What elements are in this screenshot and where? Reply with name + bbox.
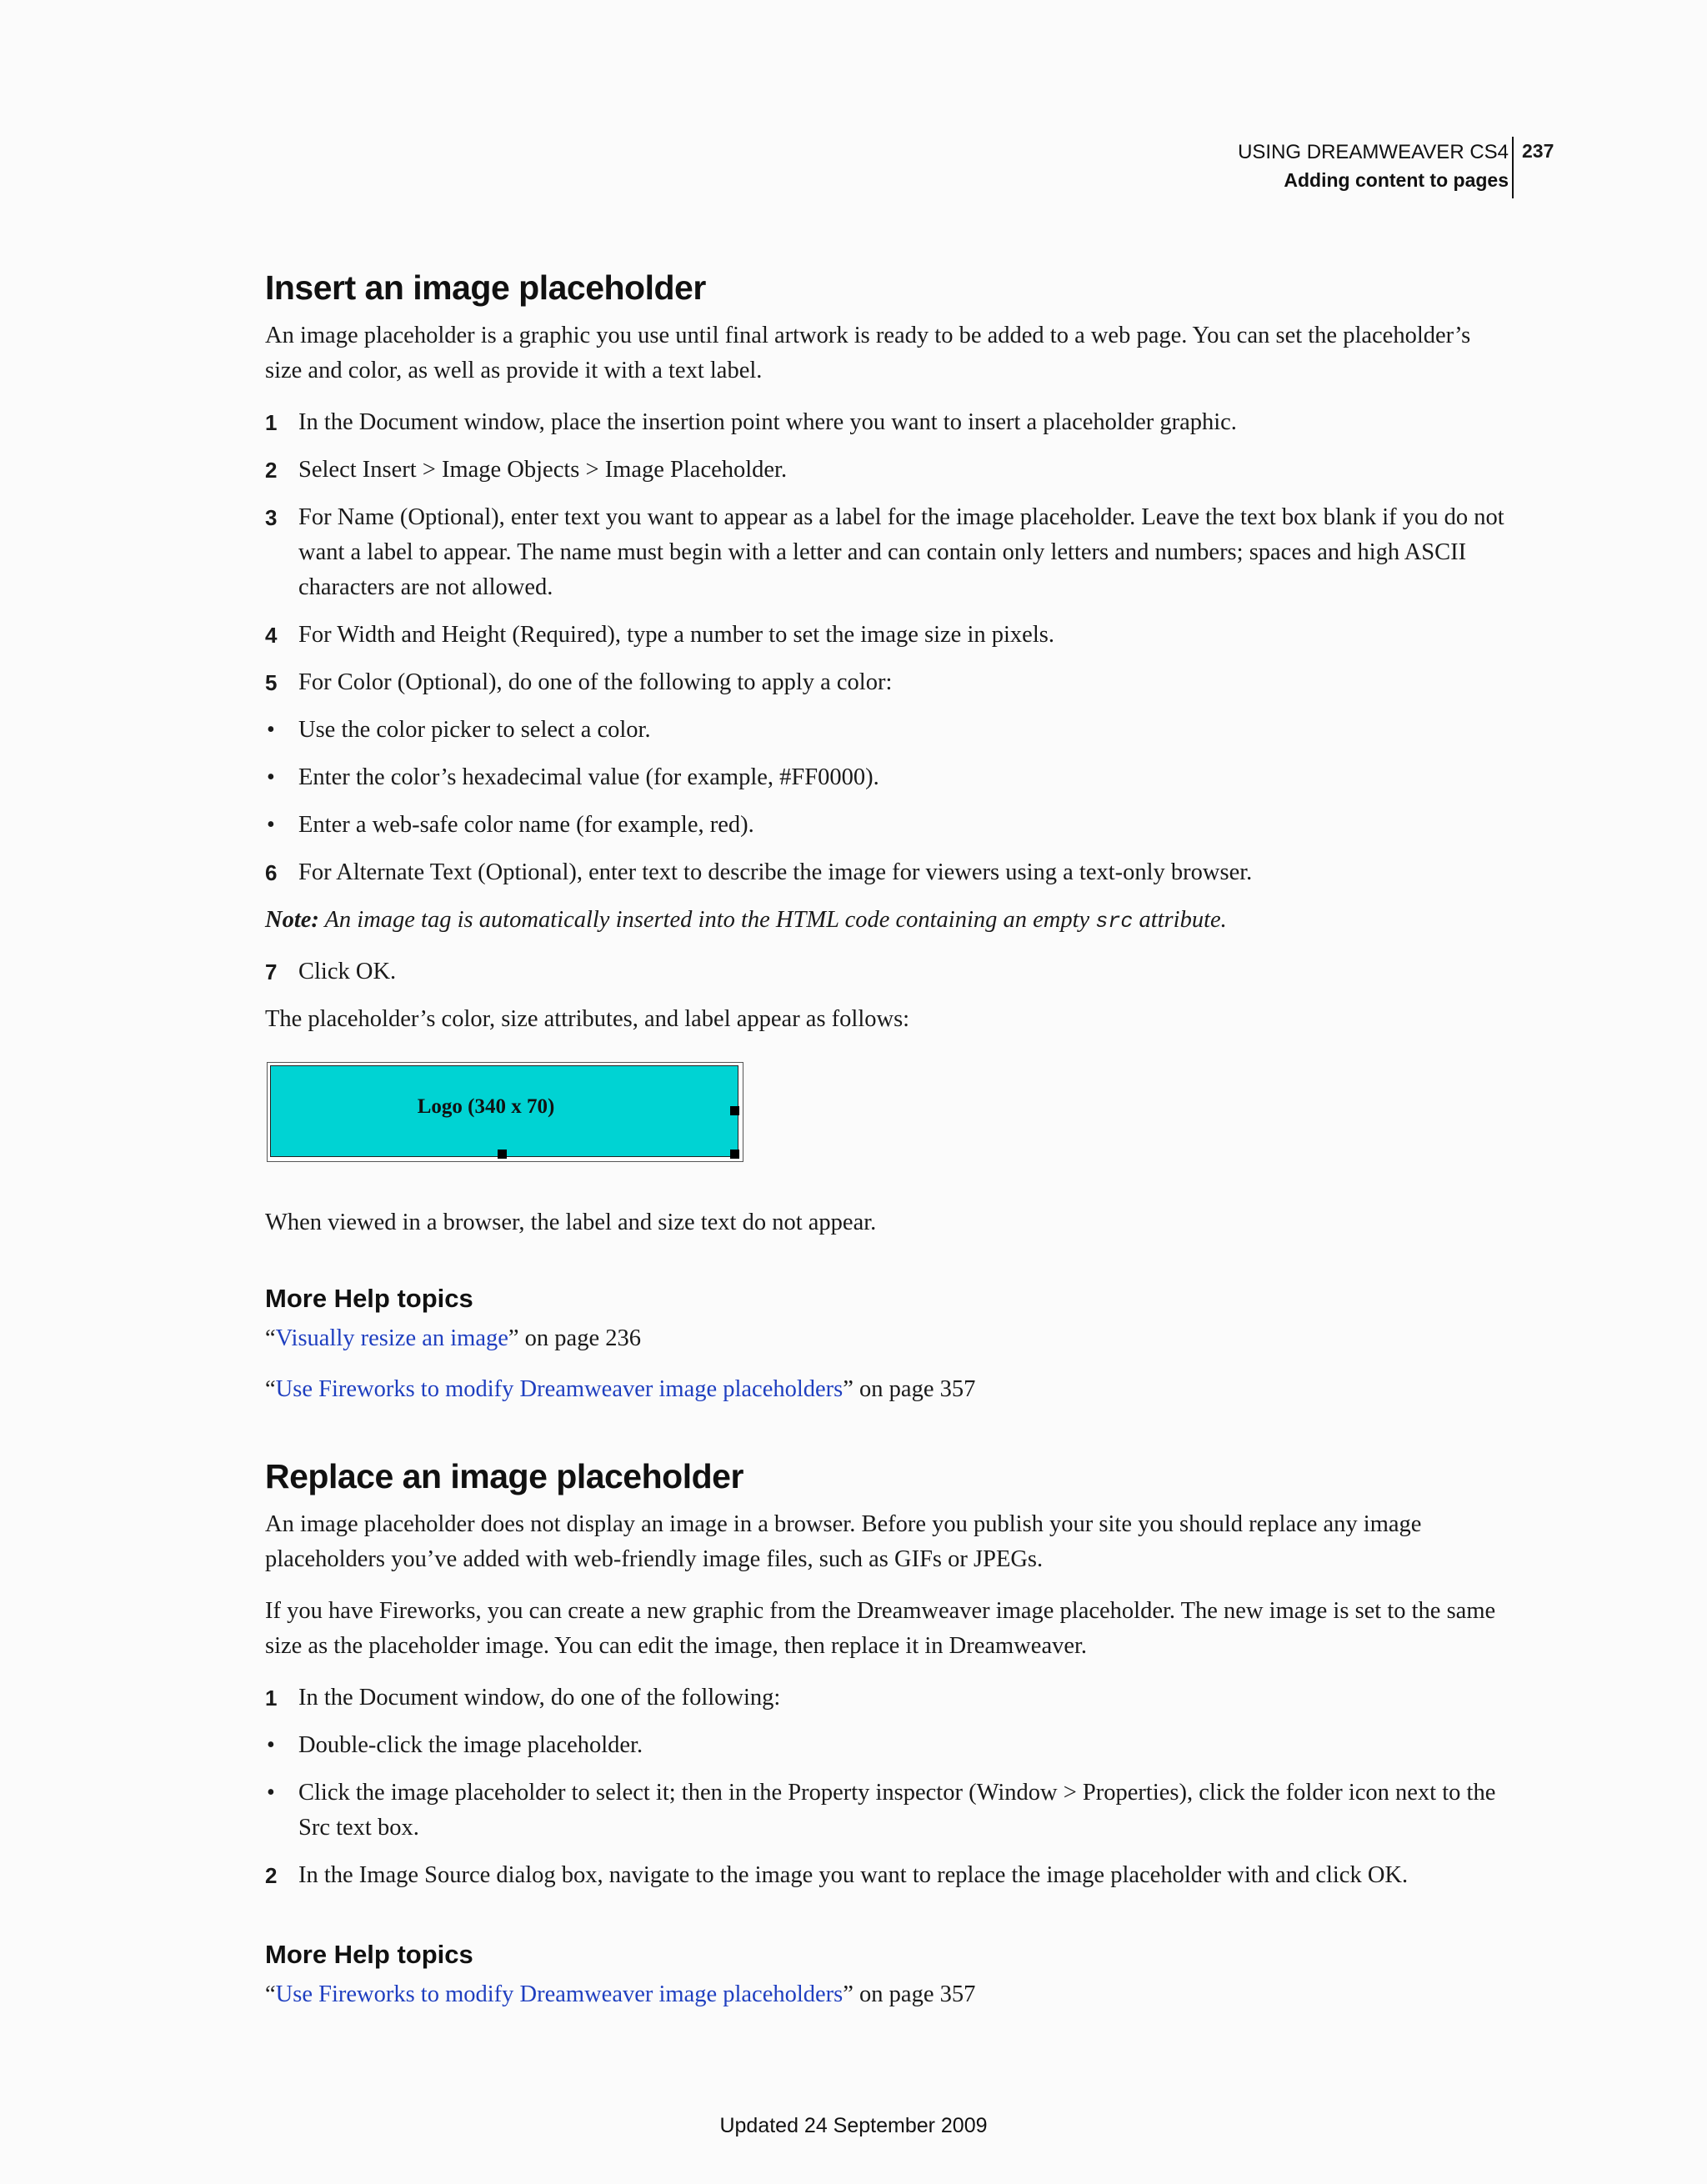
step-number: 7 [265,959,278,984]
note-label: Note: [265,907,319,933]
resize-handle-bottom [498,1150,507,1159]
page-number: 237 [1522,140,1554,162]
note-text-b: attribute. [1133,907,1227,933]
page-ref: ” on page 357 [843,1981,976,2007]
step-list-4 [265,618,1507,653]
step-number: 2 [265,458,278,483]
bullet-list-3 [265,808,1507,843]
bullet-list [265,713,1507,748]
step-text: Select Insert > Image Objects > Image Placeholder. [298,457,788,483]
header-divider [1512,137,1514,198]
after-image-text [265,1205,1507,1240]
section2-bullet1 [265,1728,1507,1763]
step-item [265,665,1507,700]
section-title: Replace an image placeholder [265,1457,743,1495]
follows-text [265,1002,1507,1037]
running-header [1238,138,1509,193]
chapter-title: Adding content to pages [1284,169,1509,191]
section2-step1 [265,1681,1507,1716]
bullet-item [265,713,1507,748]
bullet-item [265,808,1507,843]
help-link-row [265,1321,1507,1356]
help-link-fireworks[interactable]: Use Fireworks to modify Dreamweaver image placeholders [275,1376,843,1402]
page-ref: ” on page 236 [508,1325,641,1351]
resize-handle-corner [730,1150,739,1159]
bullet-text: Click the image placeholder to select it; then in the Property inspector (Window > Properties), click the folder icon next to the Src text box. [298,1780,1496,1841]
step-text: For Name (Optional), enter text you want to appear as a label for the image placeholder. Leave the text box blank if you do not want a label to appear. The name must begin with a letter and can contain only letters and numbers; spaces and high ASCII characters are not allowed. [298,504,1504,600]
help-link-row-3 [265,1977,1507,2012]
note [265,903,1507,939]
section2-bullet2 [265,1776,1507,1846]
section1-intro [265,318,1507,388]
more-help-title: More Help topics [265,1284,473,1313]
help-link-fireworks[interactable]: Use Fireworks to modify Dreamweaver image placeholders [275,1981,843,2007]
paragraph: If you have Fireworks, you can create a new graphic from the Dreamweaver image placeholder. The new image is set to the same size as the placeholder image. You can edit the image, then replace it in Dreamweaver. [265,1598,1496,1659]
bullet-icon: • [267,1732,275,1758]
help-link-paragraph [265,1372,1507,1407]
bullet-item [265,1776,1507,1846]
quote-open: “ [265,1325,276,1351]
step-item [265,405,1507,440]
bullet-list-2 [265,760,1507,795]
step-text: For Alternate Text (Optional), enter text to describe the image for viewers using a text-only browser. [298,859,1253,885]
bullet-text: Double-click the image placeholder. [298,1732,643,1758]
placeholder-label: Logo (340 x 70) [417,1095,555,1118]
step-list-5 [265,665,1507,700]
section2-step2 [265,1858,1507,1893]
bullet-icon: • [267,717,275,743]
help-link-resize[interactable]: Visually resize an image [275,1325,508,1351]
help-link-paragraph [265,1977,1507,2012]
section-title: Insert an image placeholder [265,268,706,307]
step-number: 5 [265,670,278,695]
resize-handle-right [730,1106,739,1115]
section-replace-placeholder [265,1455,1507,1497]
intro-paragraph: An image placeholder is a graphic you use until final artwork is ready to be added to a web page. You can set the placeholder’s size and color, as well as provide it with a text label. [265,323,1471,383]
bullet-icon: • [267,812,275,838]
section-insert-placeholder [265,267,1507,308]
bullet-item [265,1728,1507,1763]
book-title: USING DREAMWEAVER CS4 [1238,141,1509,163]
step-item [265,855,1507,890]
step-number: 1 [265,410,278,435]
step-text: In the Image Source dialog box, navigate to the image you want to replace the image placeholder with and click OK. [298,1862,1409,1888]
step-item [265,1681,1507,1716]
more-help-2 [265,1938,1507,1971]
note-code: src [1095,909,1134,934]
section2-para1 [265,1507,1507,1577]
page-ref: ” on page 357 [843,1376,976,1402]
paragraph: An image placeholder does not display an image in a browser. Before you publish your site you should replace any image placeholders you’ve added with web-friendly image files, such as GIFs or JPEGs. [265,1511,1422,1572]
bullet-item [265,760,1507,795]
step-number: 1 [265,1686,278,1711]
step-text: In the Document window, do one of the following: [298,1685,781,1711]
step-list-2 [265,453,1507,488]
step-list-7 [265,954,1507,989]
bullet-icon: • [267,1780,275,1806]
bullet-icon: • [267,764,275,790]
section2-para2 [265,1594,1507,1664]
step-list-6 [265,855,1507,890]
quote-open: “ [265,1981,276,2007]
step-list-3 [265,500,1507,605]
footer-updated: Updated 24 September 2009 [719,2114,988,2137]
note-text-a: An image tag is automatically inserted into the HTML code containing an empty [318,907,1096,933]
more-help-1 [265,1282,1507,1315]
more-help-title: More Help topics [265,1940,473,1969]
help-link-row-2 [265,1372,1507,1407]
step-item [265,618,1507,653]
after-image-paragraph: When viewed in a browser, the label and size text do not appear. [265,1210,877,1235]
note-paragraph [265,903,1507,939]
step-item [265,500,1507,605]
step-text: Click OK. [298,959,397,984]
step-item [265,453,1507,488]
step-number: 2 [265,1863,278,1888]
step-number: 4 [265,623,278,648]
help-link-paragraph [265,1321,1507,1356]
bullet-text: Use the color picker to select a color. [298,717,651,743]
step-item [265,1858,1507,1893]
follows-paragraph: The placeholder’s color, size attributes, and label appear as follows: [265,1006,910,1032]
step-item [265,954,1507,989]
step-text: In the Document window, place the insertion point where you want to insert a placeholder graphic. [298,409,1237,435]
step-list [265,405,1507,440]
step-number: 6 [265,860,278,885]
bullet-text: Enter the color’s hexadecimal value (for example, #FF0000). [298,764,879,790]
step-number: 3 [265,505,278,530]
bullet-text: Enter a web-safe color name (for example, red). [298,812,754,838]
step-text: For Width and Height (Required), type a number to set the image size in pixels. [298,622,1054,648]
step-text: For Color (Optional), do one of the following to apply a color: [298,669,893,695]
quote-open: “ [265,1376,276,1402]
